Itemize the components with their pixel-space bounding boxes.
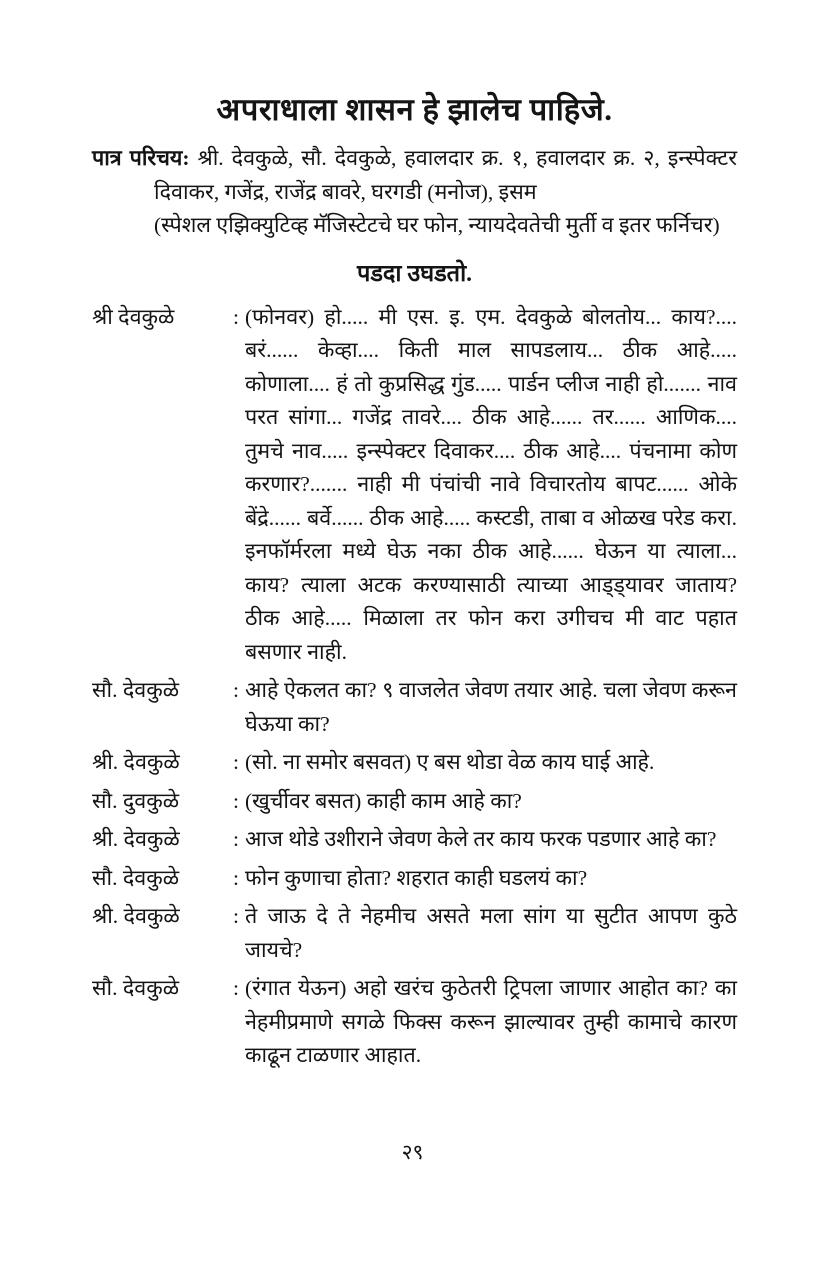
dialogue-entry xyxy=(92,785,737,819)
dialogue-entry xyxy=(92,746,737,780)
dialogue-text: (सो. ना समोर बसवत) ए बस थोडा वेळ काय घाई आहे. xyxy=(245,750,655,774)
dialogue-text: आज थोडे उशीराने जेवण केले तर काय फरक पडणार आहे का? xyxy=(245,827,717,851)
dialogue-text: (खुर्चीवर बसत) काही काम आहे का? xyxy=(245,788,522,813)
speaker-name: श्री देवकुळे xyxy=(92,304,175,329)
cast-paragraph xyxy=(92,142,737,209)
speaker-name: सौ. देवकुळे xyxy=(92,865,180,890)
speaker-name: श्री. देवकुळे xyxy=(92,827,180,851)
dialogue-text: (फोनवर) हो..... मी एस. इ. एम. देवकुळे बोलतोय... काय?.... बरं...... केव्हा.... किती माल सापडलाय... ठीक आहे..... कोणाला.... हं तो कुप्रसिद्ध गुंड..... पार्डन प्लीज नाही हो....... नाव परत सांगा... गजेंद्र तावरे.... ठीक आहे...... तर...... आणिक.... तुमचे नाव..... इन्स्पेक्टर दिवाकर.... ठीक आहे.... पंचनामा कोण करणार?....... नाही मी पंचांची नावे विचारतोय बापट...... ओके बेंद्रे...... बर्वे...... ठीक आहे..... कस्टडी, ताबा व ओळख परेड करा. इनफॉर्मरला मध्ये घेऊ नका ठीक आहे...... घेऊन या त्याला... काय? त्याला अटक करण्यासाठी त्याच्या आड्ड्यावर जाताय? ठीक आहे..... मिळाला तर फोन करा उगीचच मी वाट पहात बसणार नाही. xyxy=(245,304,737,664)
dialogue-list xyxy=(92,301,737,1073)
colon-separator: : xyxy=(233,865,239,890)
colon-separator: : xyxy=(233,750,239,774)
colon-separator: : xyxy=(233,827,239,851)
speaker-name: सौ. दुवकुळे xyxy=(92,788,180,813)
cast-label: पात्र परिचय: xyxy=(92,146,190,170)
dialogue-entry xyxy=(92,862,737,896)
dialogue-entry xyxy=(92,674,737,741)
dialogue-text: ते जाऊ दे ते नेहमीच असते मला सांग या सुटीत आपण कुठे जायचे? xyxy=(245,904,737,962)
speaker-name: श्री. देवकुळे xyxy=(92,750,180,774)
page-number: २९ xyxy=(401,1140,424,1164)
colon-separator: : xyxy=(233,904,239,928)
setting-note: (स्पेशल एझिक्युटिव्ह मॅजिस्टेटचे घर फोन, न्यायदेवतेची मुर्ती व इतर फर्निचर) xyxy=(154,213,720,237)
scene-heading: पडदा उघडतो. xyxy=(356,260,473,287)
dialogue-entry xyxy=(92,900,737,967)
speaker-name: सौ. देवकुळे xyxy=(92,678,180,702)
cast-names: श्री. देवकुळे, सौ. देवकुळे, हवालदार क्र. १, हवालदार क्र. २, इन्स्पेक्टर दिवाकर, गजेंद्र, राजेंद्र बावरे, घरगडी (मनोज), इसम xyxy=(154,146,737,204)
colon-separator: : xyxy=(233,976,239,1000)
colon-separator: : xyxy=(233,678,239,702)
dialogue-entry xyxy=(92,823,737,857)
page-content xyxy=(92,88,737,1078)
colon-separator: : xyxy=(233,304,239,329)
colon-separator: : xyxy=(233,788,239,813)
dialogue-text: आहे ऐकलत का? ९ वाजलेत जेवण तयार आहे. चला जेवण करून घेऊया का? xyxy=(245,678,737,736)
dialogue-entry xyxy=(92,972,737,1073)
dialogue-text: (रंगात येऊन) अहो खरंच कुठेतरी ट्रिपला जाणार आहोत का? का नेहमीप्रमाणे सगळे फिक्स करून झाल्यावर तुम्ही कामाचे कारण काढून टाळणार आहात. xyxy=(245,976,737,1067)
speaker-name: श्री. देवकुळे xyxy=(92,904,180,928)
speaker-name: सौ. देवकुळे xyxy=(92,976,180,1000)
dialogue-text: फोन कुणाचा होता? शहरात काही घडलयं का? xyxy=(245,865,588,890)
play-title: अपराधाला शासन हे झालेच पाहिजे. xyxy=(216,92,613,127)
dialogue-entry xyxy=(92,301,737,670)
